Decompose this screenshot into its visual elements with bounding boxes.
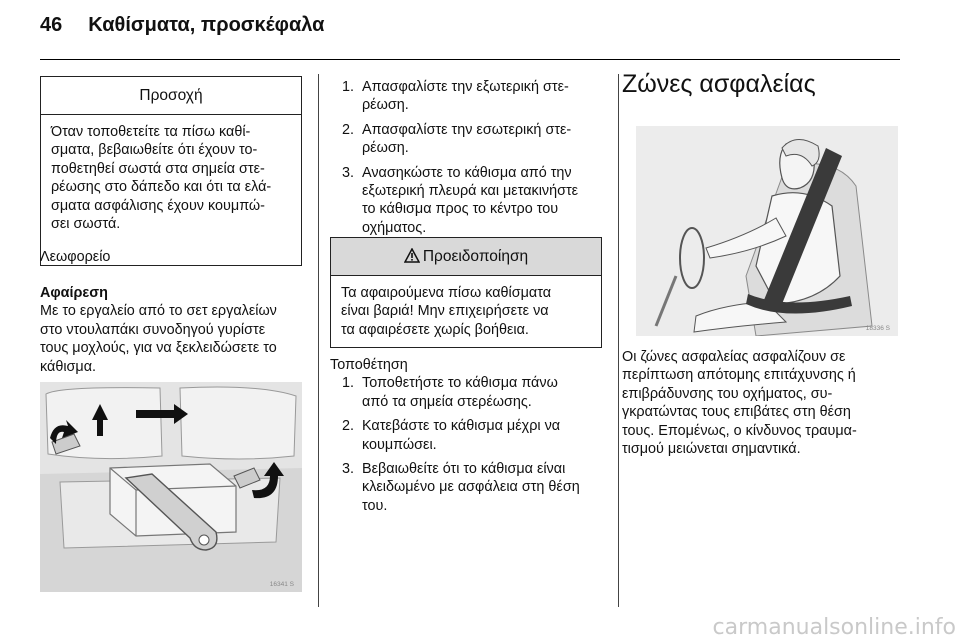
warning-line: τα αφαιρέσετε χωρίς βοήθεια. bbox=[341, 321, 529, 338]
step-line: Βεβαιωθείτε ότι το κάθισμα είναι bbox=[362, 461, 566, 478]
caution-box bbox=[40, 76, 302, 266]
step-line: Κατεβάστε το κάθισμα μέχρι να bbox=[362, 418, 561, 435]
paragraph-line: περίπτωση απότομης επιτάχυνσης ή bbox=[622, 367, 856, 384]
page-title: Καθίσματα, προσκέφαλα bbox=[88, 14, 325, 36]
list-item bbox=[342, 417, 606, 454]
paragraph-line: επιβράδυνσης του οχήματος, συ- bbox=[622, 385, 833, 402]
warning-title-bar bbox=[331, 238, 601, 276]
section-heading-text: Λεωφορείο bbox=[40, 249, 111, 265]
step-text bbox=[362, 164, 578, 238]
warning-triangle-icon bbox=[404, 240, 420, 277]
step-line: του. bbox=[362, 497, 388, 514]
warning-line: είναι βαριά! Μην επιχειρήσετε να bbox=[341, 303, 549, 320]
warning-text bbox=[331, 276, 601, 339]
removal-line: κάθισμα. bbox=[40, 358, 97, 375]
removal-section bbox=[40, 284, 312, 376]
paragraph-line: Οι ζώνες ασφαλείας ασφαλίζουν σε bbox=[622, 349, 846, 365]
page-number: 46 bbox=[40, 14, 63, 36]
seat-belts-title: Ζώνες ασφαλείας bbox=[622, 70, 816, 98]
seat-belt-drawing bbox=[636, 126, 898, 336]
step-text bbox=[362, 374, 558, 411]
caution-text bbox=[41, 115, 301, 233]
step-number: 2. bbox=[342, 121, 355, 138]
figure-code: 18336 S bbox=[865, 325, 890, 332]
installation-heading: Τοποθέτηση bbox=[330, 357, 408, 373]
step-line: Τοποθετήστε το κάθισμα πάνω bbox=[362, 375, 558, 392]
seat-belt-illustration bbox=[636, 126, 898, 336]
step-text bbox=[362, 417, 560, 454]
step-line: Απασφαλίστε την εσωτερική στε- bbox=[362, 121, 572, 138]
step-line: ρέωση. bbox=[362, 97, 409, 114]
list-item bbox=[342, 121, 604, 158]
seat-removal-drawing bbox=[40, 382, 302, 592]
paragraph-line: τισμού μειώνεται σημαντικά. bbox=[622, 441, 801, 458]
caution-line: ρέωσης στο δάπεδο και ότι τα ελά- bbox=[51, 179, 272, 196]
column-divider-left bbox=[318, 74, 319, 607]
step-line: το κάθισμα προς το κέντρο του bbox=[362, 201, 559, 218]
warning-title: Προειδοποίηση bbox=[422, 248, 529, 265]
removal-steps bbox=[342, 78, 604, 237]
caution-line: σματα ασφάλισης έχουν κουμπώ- bbox=[51, 197, 265, 214]
step-line: Απασφαλίστε την εξωτερική στε- bbox=[362, 79, 569, 95]
installation-section bbox=[330, 356, 606, 515]
paragraph-line: τους. Επομένως, ο κίνδυνος τραυμα- bbox=[622, 422, 857, 439]
seat-removal-illustration bbox=[40, 382, 302, 592]
step-text bbox=[362, 78, 569, 115]
step-number: 2. bbox=[342, 418, 355, 435]
caution-title: Προσοχή bbox=[41, 77, 301, 115]
figure-code: 16341 S bbox=[269, 581, 294, 588]
paragraph-line: γκρατώντας τους επιβάτες στη θέση bbox=[622, 404, 851, 421]
step-line: από τα σημεία στερέωσης. bbox=[362, 393, 532, 410]
seat-belts-text bbox=[622, 348, 904, 458]
step-line: Ανασηκώστε το κάθισμα από την bbox=[362, 164, 572, 181]
step-line: οχήματος. bbox=[362, 219, 427, 236]
removal-line: στο ντουλαπάκι συνοδηγού γυρίστε bbox=[40, 321, 266, 338]
list-item bbox=[342, 78, 604, 115]
section-heading-bus bbox=[40, 248, 310, 266]
page-header bbox=[40, 14, 324, 37]
caution-line: Όταν τοποθετείτε τα πίσω καθί- bbox=[51, 124, 251, 140]
list-item bbox=[342, 374, 606, 411]
watermark: carmanualsonline.info bbox=[712, 615, 956, 640]
step-text bbox=[362, 460, 580, 515]
step-number: 3. bbox=[342, 461, 355, 478]
caution-line: σματα, βεβαιωθείτε ότι έχουν το- bbox=[51, 142, 258, 159]
step-number: 1. bbox=[342, 375, 355, 392]
header-divider bbox=[40, 59, 900, 60]
removal-line: τους μοχλούς, για να ξεκλειδώσετε το bbox=[40, 340, 277, 357]
removal-heading: Αφαίρεση bbox=[40, 285, 108, 301]
step-number: 1. bbox=[342, 79, 355, 95]
list-item bbox=[342, 460, 606, 515]
step-line: κουμπώσει. bbox=[362, 436, 437, 453]
list-item bbox=[342, 164, 604, 238]
step-line: κλειδωμένο με ασφάλεια στη θέση bbox=[362, 479, 580, 496]
step-line: ρέωση. bbox=[362, 140, 409, 157]
caution-line: σει σωστά. bbox=[51, 216, 121, 233]
step-number: 3. bbox=[342, 164, 355, 181]
step-text bbox=[362, 121, 571, 158]
warning-line: Τα αφαιρούμενα πίσω καθίσματα bbox=[341, 285, 552, 301]
column-divider-right bbox=[618, 74, 619, 607]
removal-line: Με το εργαλείο από το σετ εργαλείων bbox=[40, 303, 277, 320]
step-line: εξωτερική πλευρά και μετακινήστε bbox=[362, 183, 579, 200]
caution-line: ποθετηθεί σωστά στα σημεία στε- bbox=[51, 160, 265, 177]
warning-box bbox=[330, 237, 602, 348]
